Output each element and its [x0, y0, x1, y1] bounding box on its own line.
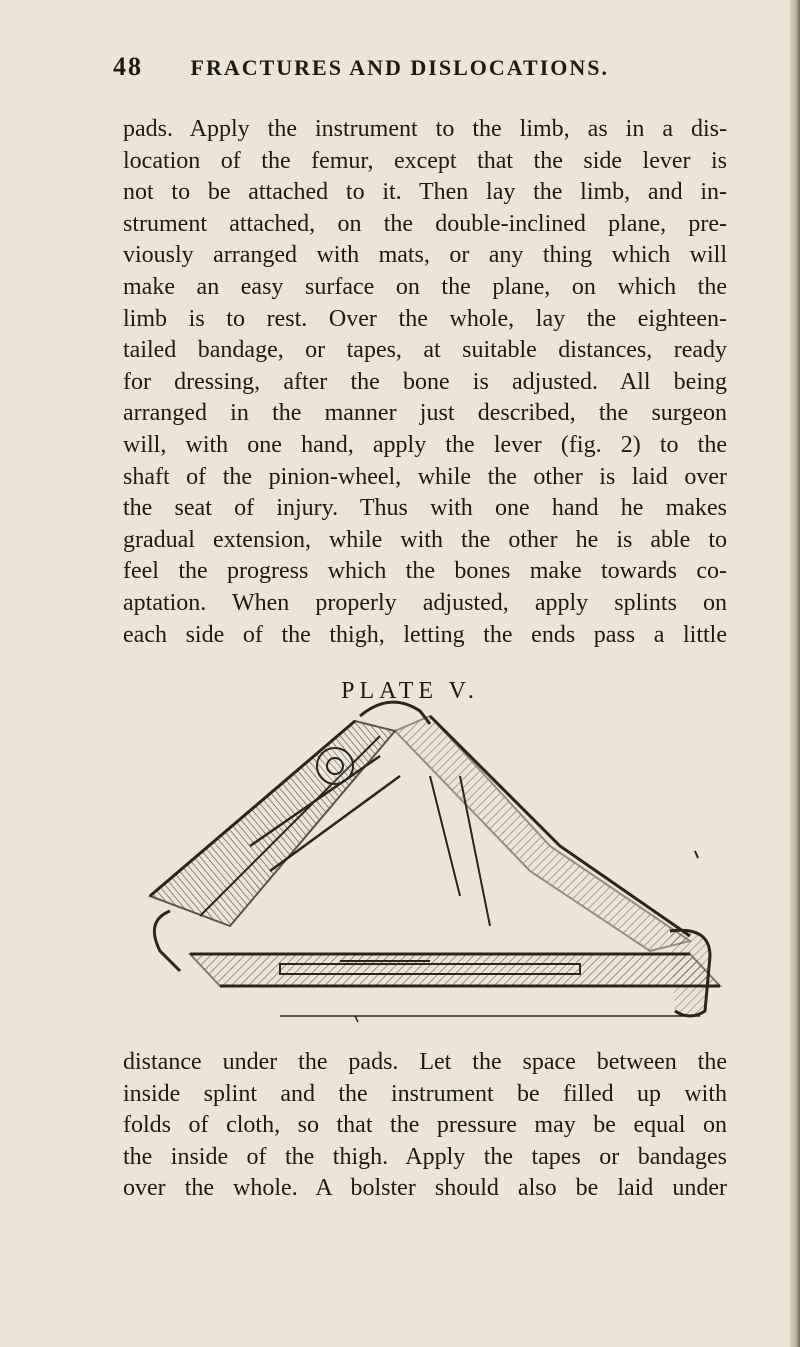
text-line: inside splint and the instrument be filled up with — [123, 1080, 727, 1107]
paragraph-top — [123, 114, 727, 651]
page-edge — [790, 0, 800, 1347]
text-line: the inside of the thigh. Apply the tapes or bandages — [123, 1143, 727, 1170]
head-piece — [154, 911, 180, 971]
text-line: tailed bandage, or tapes, at suitable distances, ready — [123, 337, 727, 364]
page-header — [113, 52, 760, 82]
foot-piece — [670, 930, 710, 1016]
text-line: for dressing, after the bone is adjusted. All being — [123, 368, 727, 395]
text-line: strument attached, on the double-inclined plane, pre- — [123, 210, 727, 237]
text-line: pads. Apply the instrument to the limb, as in a dis- — [123, 116, 727, 142]
text-line: folds of cloth, so that the pressure may be equal on — [123, 1112, 727, 1139]
text-line: will, with one hand, apply the lever (fig. 2) to the — [123, 431, 727, 458]
text-line: location of the femur, except that the side lever is — [123, 147, 727, 174]
text-line: the seat of injury. Thus with one hand he makes — [123, 495, 727, 522]
inclined-plane-left — [150, 721, 395, 926]
inclined-plane-right — [395, 716, 690, 951]
text-line: not to be attached to it. Then lay the limb, and in- — [123, 179, 727, 206]
text-line: each side of the thigh, letting the ends pass a little — [123, 621, 727, 648]
text-line: limb is to rest. Over the whole, lay the eighteen- — [123, 305, 727, 332]
text-line: feel the progress which the bones make towards co- — [123, 558, 727, 585]
plate-illustration — [130, 696, 730, 1041]
page-number: 48 — [113, 52, 143, 81]
text-line: aptation. When properly adjusted, apply splints on — [123, 589, 727, 616]
text-line: distance under the pads. Let the space between the — [123, 1049, 727, 1075]
base-board — [190, 954, 720, 986]
text-line: gradual extension, while with the other he is able to — [123, 526, 727, 553]
text-line: make an easy surface on the plane, on which the — [123, 273, 727, 300]
paragraph-bottom — [123, 1047, 727, 1205]
plate-title: PLATE V. — [341, 678, 479, 704]
text-line: arranged in the manner just described, the surgeon — [123, 400, 727, 427]
text-line: over the whole. A bolster should also be laid under — [123, 1175, 727, 1202]
text-line: shaft of the pinion-wheel, while the other is laid over — [123, 463, 727, 490]
text-line: viously arranged with mats, or any thing which will — [123, 242, 727, 269]
running-title: FRACTURES AND DISLOCATIONS. — [190, 55, 609, 80]
